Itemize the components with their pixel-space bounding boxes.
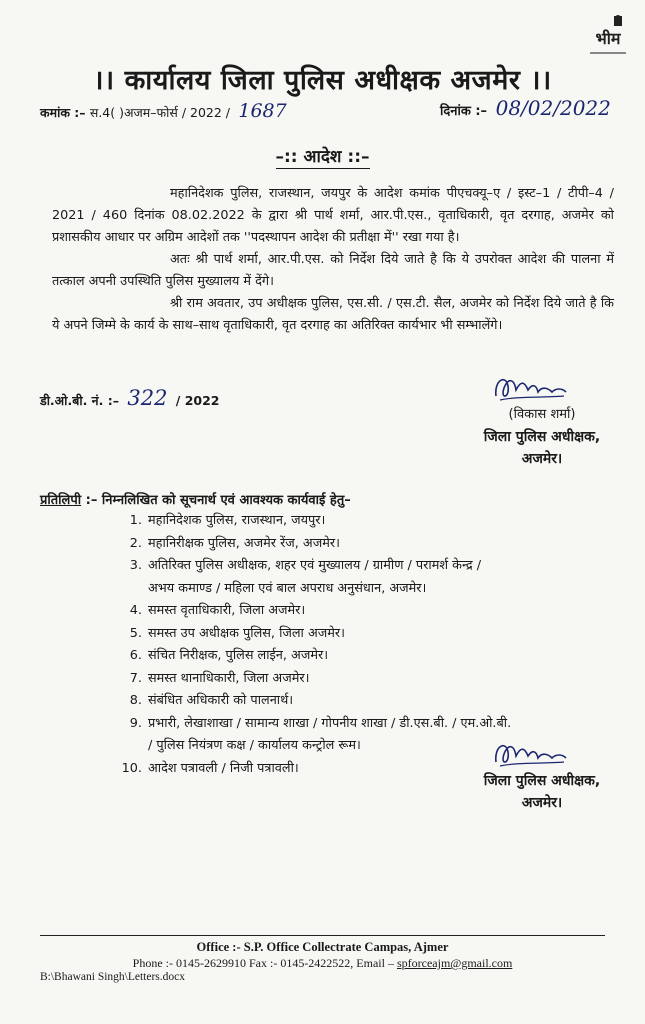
- list-item-number: 2.: [129, 535, 142, 551]
- list-item: [120, 623, 620, 646]
- list-item-text: अभय कमाण्ड / महिला एवं बाल अपराध अनुसंधान, अजमेर।: [148, 580, 427, 596]
- order-number: [40, 100, 287, 122]
- signatory-name: (विकास शर्मा): [508, 407, 576, 422]
- order-number-value: स.4( )अजम–फोर्स / 2022 /: [89, 105, 231, 120]
- signature-block-1: [452, 404, 632, 470]
- footer-filepath: B:\Bhawani Singh\Letters.docx: [40, 971, 186, 983]
- list-item-number-blank: [120, 578, 142, 601]
- office-title: ।। कार्यालय जिला पुलिस अधीक्षक अजमेर ।।: [93, 65, 552, 96]
- list-item-text: महानिरीक्षक पुलिस, अजमेर रेंज, अजमेर।: [148, 535, 340, 551]
- list-item-continuation: [120, 578, 620, 601]
- copy-to-heading: [40, 490, 351, 508]
- list-item-text: प्रभारी, लेखाशाखा / सामान्य शाखा / गोपनीय शाखा / डी.एस.बी. / एम.ओ.बी.: [148, 715, 512, 731]
- list-item-number: 7.: [129, 670, 142, 686]
- footer-phone-fax: Phone :- 0145-2629910 Fax :- 0145-2422522, Email –: [132, 956, 394, 970]
- list-item-text: समस्त थानाधिकारी, जिला अजमेर।: [148, 670, 310, 686]
- list-item-text: समस्त वृताधिकारी, जिला अजमेर।: [148, 603, 306, 618]
- list-item-text: समस्त उप अधीक्षक पुलिस, जिला अजमेर।: [148, 625, 345, 641]
- footer-contact: [0, 956, 645, 971]
- list-item-number: 5.: [129, 625, 142, 641]
- logo-graphic: [584, 14, 632, 62]
- list-item-text: संबंधित अधिकारी को पालनार्थ।: [148, 693, 294, 708]
- order-date: [440, 96, 611, 120]
- copy-to-intro: :– निम्नलिखित को सूचनार्थ एवं आवश्यक कार्यवाई हेतु–: [85, 493, 351, 508]
- dob-suffix: / 2022: [175, 393, 220, 408]
- footer-email[interactable]: spforceajm@gmail.com: [396, 956, 513, 970]
- signature-scribble-2: [490, 736, 570, 772]
- order-heading-text: –:: आदेश ::–: [275, 147, 370, 167]
- order-number-handwritten: 1687: [238, 100, 287, 122]
- signature-block-2: [452, 770, 632, 814]
- list-item: [120, 690, 620, 713]
- signatory-place: अजमेर।: [521, 451, 563, 467]
- list-item: [120, 645, 620, 668]
- list-item-text: संचित निरीक्षक, पुलिस लाईन, अजमेर।: [148, 648, 329, 663]
- list-item-number: 4.: [129, 603, 142, 618]
- signature-scribble: [490, 370, 570, 406]
- signatory-designation: जिला पुलिस अधीक्षक,: [483, 429, 601, 445]
- list-item-number: 6.: [129, 648, 142, 663]
- order-paragraph-1: महानिदेशक पुलिस, राजस्थान, जयपुर के आदेश कमांक पीएचक्यू–ए / इस्ट–1 / टीपी–4 / 2021 / 460 दिनांक 08.02.2022 के द्वारा श्री पार्थ शर्मा, आर.पी.एस., वृताधिकारी, वृत दरगाह, अजमेर को प्रशासकीय आधार पर अग्रिम आदेशों तक ''पदस्थापन आदेश की प्रतीक्षा में'' रखा गया है।: [52, 186, 614, 245]
- dob-label: डी.ओ.बी. नं. :–: [40, 393, 119, 408]
- footer-office: Office :- S.P. Office Collectrate Campas, Ajmer: [196, 940, 449, 954]
- order-number-label: कमांक :–: [40, 105, 86, 120]
- bhim-logo: [584, 14, 632, 62]
- list-item-number: 1.: [129, 513, 142, 528]
- dob-number: [40, 386, 220, 410]
- list-item: [120, 713, 620, 736]
- order-heading: [0, 144, 645, 167]
- list-item-text: / पुलिस नियंत्रण कक्ष / कार्यालय कन्ट्रोल रूम।: [148, 738, 361, 753]
- list-item: [120, 510, 620, 533]
- signatory-place-2: अजमेर।: [521, 795, 563, 811]
- signatory-designation-2: जिला पुलिस अधीक्षक,: [483, 773, 601, 789]
- order-paragraph-3: श्री राम अवतार, उप अधीक्षक पुलिस, एस.सी. / एस.टी. सैल, अजमेर को निर्देश दिये जाते है कि ये अपने जिम्मे के कार्य के साथ–साथ वृताधिकारी, वृत दरगाह का अतिरिक्त कार्यभार भी सम्भालेंगे।: [52, 296, 614, 333]
- list-item: [120, 668, 620, 691]
- order-paragraph-2: अतः श्री पार्थ शर्मा, आर.पी.एस. को निर्देश दिये जाते है कि ये उपरोक्त आदेश की पालना में तत्काल अपनी उपस्थिति पुलिस मुख्यालय में देंगे।: [52, 252, 614, 289]
- copy-to-label: प्रतिलिपी: [40, 493, 82, 508]
- footer-divider: [40, 935, 605, 936]
- logo-text: भीम: [595, 29, 621, 48]
- list-item-number: 3.: [129, 558, 142, 573]
- list-item-number: 9.: [129, 715, 142, 731]
- list-item: [120, 600, 620, 623]
- list-item: [120, 555, 620, 578]
- list-item-number: 10.: [121, 760, 142, 776]
- list-item-number: 8.: [129, 693, 142, 708]
- list-item: [120, 533, 620, 556]
- dob-handwritten: 322: [127, 386, 168, 410]
- list-item-number-blank: [120, 735, 142, 758]
- order-date-label: दिनांक :–: [440, 104, 488, 119]
- order-body: [52, 183, 614, 337]
- list-item-text: महानिदेशक पुलिस, राजस्थान, जयपुर।: [148, 513, 326, 528]
- list-item-text: आदेश पत्रावली / निजी पत्रावली।: [148, 760, 299, 776]
- order-date-handwritten: 08/02/2022: [495, 96, 611, 120]
- list-item-text: अतिरिक्त पुलिस अधीक्षक, शहर एवं मुख्यालय / ग्रामीण / परामर्श केन्द्र /: [148, 558, 482, 573]
